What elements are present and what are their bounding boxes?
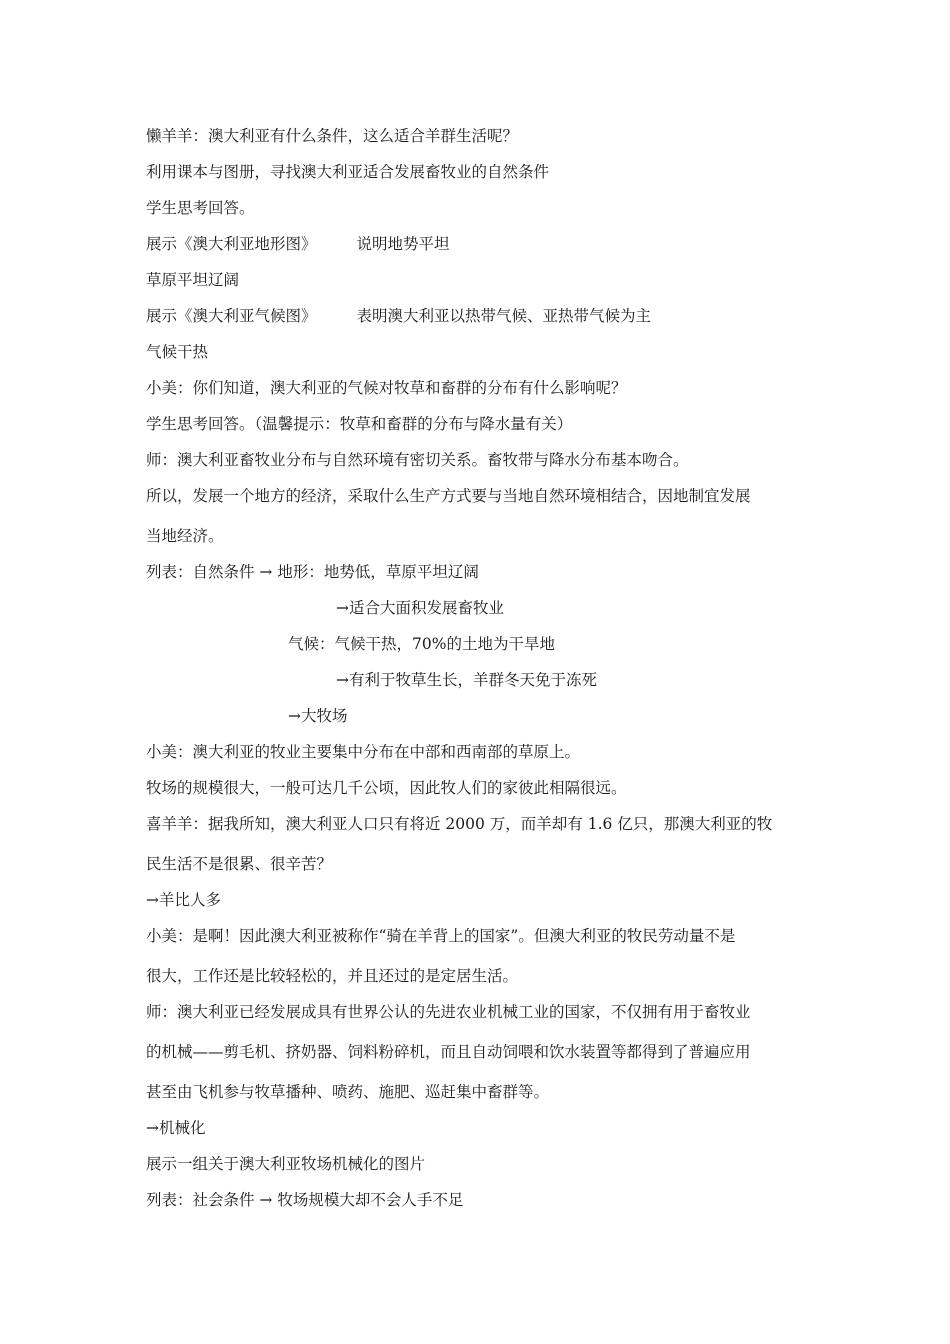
text-line: 小美：你们知道，澳大利亚的气候对牧草和畜群的分布有什么影响呢？ <box>146 379 627 397</box>
text-line: 气候：气候干热，70%的土地为干旱地 <box>288 635 555 653</box>
text-line: 气候干热 <box>146 343 209 361</box>
text-line: 小美：澳大利亚的牧业主要集中分布在中部和西南部的草原上。 <box>146 743 581 761</box>
text-segment: 展示《澳大利亚气候图》 <box>146 307 317 325</box>
text-line: 学生思考回答。 <box>146 199 255 217</box>
text-line: →机械化 <box>146 1119 206 1137</box>
text-line: →适合大面积发展畜牧业 <box>336 599 504 617</box>
text-line: 当地经济。 <box>146 527 224 545</box>
text-line: →有利于牧草生长，羊群冬天免于冻死 <box>336 671 597 689</box>
text-line: 牧场的规模很大，一般可达几千公顷，因此牧人们的家彼此相隔很远。 <box>146 779 627 797</box>
text-line: 小美：是啊！因此澳大利亚被称作“骑在羊背上的国家”。但澳大利亚的牧民劳动量不是 <box>146 927 736 945</box>
text-line: →羊比人多 <box>146 891 221 909</box>
text-line: 所以，发展一个地方的经济，采取什么生产方式要与当地自然环境相结合，因地制宜发展 <box>146 487 751 505</box>
text-line: 利用课本与图册，寻找澳大利亚适合发展畜牧业的自然条件 <box>146 163 550 181</box>
text-line: 草原平坦辽阔 <box>146 271 240 289</box>
text-line: 学生思考回答。（温馨提示：牧草和畜群的分布与降水量有关） <box>146 415 573 433</box>
text-line: 师：澳大利亚已经发展成具有世界公认的先进农业机械工业的国家，不仅拥有用于畜牧业 <box>146 1003 751 1021</box>
text-line: 列表：社会条件 → 牧场规模大却不会人手不足 <box>146 1191 464 1209</box>
text-line: 师：澳大利亚畜牧业分布与自然环境有密切关系。畜牧带与降水分布基本吻合。 <box>146 451 689 469</box>
text-segment: 说明地势平坦 <box>356 235 450 253</box>
text-line: 甚至由飞机参与牧草播种、喷药、施肥、巡赶集中畜群等。 <box>146 1083 550 1101</box>
text-line: 列表：自然条件 → 地形：地势低，草原平坦辽阔 <box>146 563 479 581</box>
text-line: 很大，工作还是比较轻松的，并且还过的是定居生活。 <box>146 967 519 985</box>
text-line: 懒羊羊：澳大利亚有什么条件，这么适合羊群生活呢？ <box>146 127 519 145</box>
text-segment: 表明澳大利亚以热带气候、亚热带气候为主 <box>356 307 652 325</box>
text-segment: 展示《澳大利亚地形图》 <box>146 235 317 253</box>
text-line: 喜羊羊：据我所知，澳大利亚人口只有将近 2000 万，而羊却有 1.6 亿只，那澳大利亚的牧 <box>146 815 773 833</box>
text-line: →大牧场 <box>288 707 348 725</box>
text-line: 的机械——剪毛机、挤奶器、饲料粉碎机，而且自动饲喂和饮水装置等都得到了普遍应用 <box>146 1043 751 1061</box>
text-line <box>146 306 651 326</box>
text-line: 展示一组关于澳大利亚牧场机械化的图片 <box>146 1155 426 1173</box>
text-line: 民生活不是很累、很辛苦？ <box>146 855 333 873</box>
text-line <box>146 234 450 254</box>
